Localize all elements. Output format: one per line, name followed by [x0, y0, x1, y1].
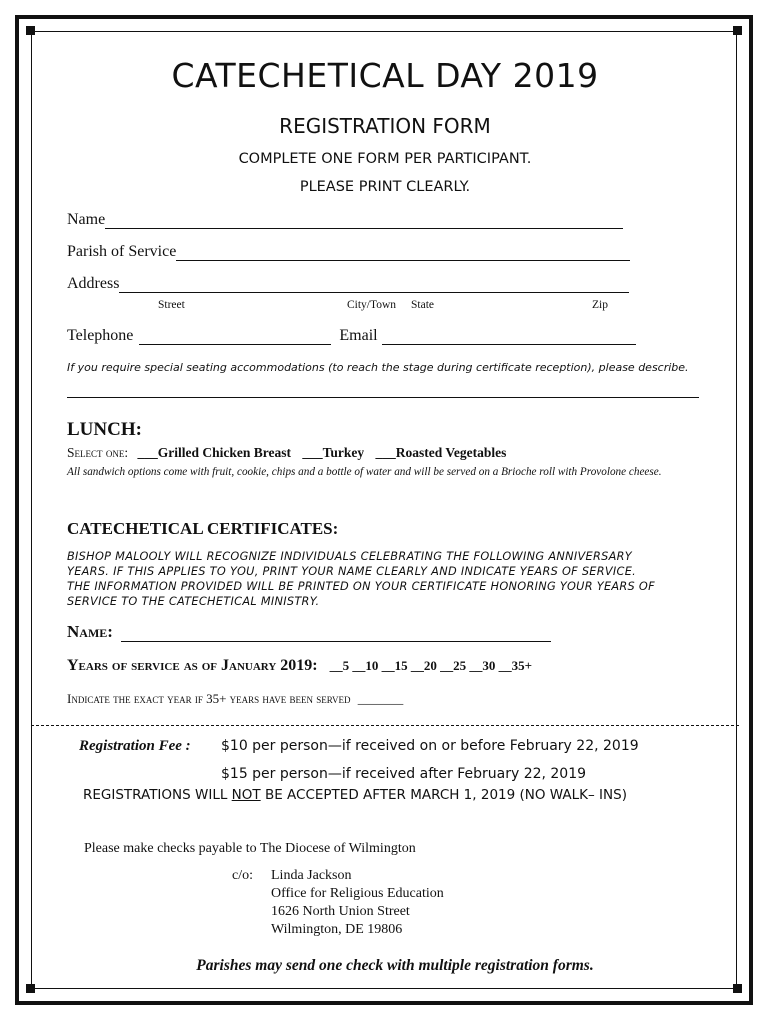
care-of-label: c/o:: [232, 868, 253, 883]
fee-late: $15 per person—if received after February 22, 2019: [221, 766, 587, 782]
page-title: CATECHETICAL DAY 2019: [171, 56, 599, 95]
email-label: Email: [339, 327, 378, 344]
exact-year-blank[interactable]: _______: [357, 691, 404, 706]
parish-label: Parish of Service: [67, 243, 177, 260]
years-options[interactable]: __5 __10 __15 __20 __25 __30 __35+: [329, 658, 533, 673]
corner-ornament: [26, 984, 35, 993]
name-field[interactable]: [67, 211, 623, 229]
registration-deadline: [83, 787, 627, 803]
zip-caption: Zip: [592, 299, 608, 311]
fee-label: Registration Fee :: [79, 738, 191, 754]
special-seating-text: If you require special seating accommodations (to reach the stage during certificate reception), please describe.: [67, 361, 689, 374]
certificates-text-line: BISHOP MALOOLY WILL RECOGNIZE INDIVIDUALS CELEBRATING THE FOLLOWING ANNIVERSARY: [67, 550, 632, 563]
certificates-text-line: YEARS. IF THIS APPLIES TO YOU, PRINT YOUR NAME CLEARLY AND INDICATE YEARS OF SERVICE.: [67, 565, 637, 578]
certificate-name-label: Name:: [67, 622, 113, 641]
cut-line: [31, 725, 739, 726]
certificates-heading: CATECHETICAL CERTIFICATES:: [67, 519, 339, 538]
address-blank[interactable]: [119, 278, 629, 293]
corner-ornament: [733, 26, 742, 35]
telephone-field[interactable]: [67, 327, 636, 345]
name-blank[interactable]: [105, 214, 623, 229]
lunch-note: All sandwich options come with fruit, cookie, chips and a bottle of water and will be served on a Brioche roll with Provolone cheese.: [67, 466, 662, 478]
lunch-option-turkey[interactable]: ___Turkey: [302, 445, 365, 460]
instruction-line: PLEASE PRINT CLEARLY.: [299, 179, 471, 195]
special-seating-blank[interactable]: [67, 387, 699, 398]
address-line: Linda Jackson: [271, 868, 352, 883]
lunch-option-chicken[interactable]: ___Grilled Chicken Breast: [137, 445, 291, 460]
lunch-option-vegetables[interactable]: ___Roasted Vegetables: [375, 445, 507, 460]
footer-note: Parishes may send one check with multiple registration forms.: [196, 957, 594, 974]
street-caption: Street: [158, 299, 185, 311]
state-caption: State: [411, 299, 434, 311]
certificate-name-blank[interactable]: [121, 627, 551, 642]
deadline-text: BE ACCEPTED AFTER MARCH 1, 2019 (NO WALK– INS): [260, 787, 627, 803]
address-label: Address: [67, 275, 120, 292]
parish-blank[interactable]: [176, 246, 630, 261]
deadline-text: REGISTRATIONS WILL: [83, 787, 232, 803]
corner-ornament: [733, 984, 742, 993]
name-label: Name: [67, 211, 106, 228]
lunch-heading: LUNCH:: [67, 419, 142, 440]
address-line: Wilmington, DE 19806: [271, 922, 403, 937]
years-of-service-row: [67, 657, 532, 675]
deadline-not: NOT: [231, 787, 261, 803]
address-line: Office for Religious Education: [271, 886, 444, 901]
lunch-options: [67, 445, 506, 461]
email-blank[interactable]: [382, 330, 636, 345]
form-subtitle: REGISTRATION FORM: [279, 114, 491, 138]
exact-year-label: Indicate the exact year if 35+ years have been served: [67, 691, 351, 706]
certificate-name-field[interactable]: [67, 622, 551, 642]
corner-ornament: [26, 26, 35, 35]
years-label: Years of service as of January 2019:: [67, 657, 318, 674]
instruction-line: COMPLETE ONE FORM PER PARTICIPANT.: [238, 151, 532, 167]
exact-year-row: [67, 691, 403, 707]
city-caption: City/Town: [347, 299, 397, 311]
telephone-label: Telephone: [67, 327, 134, 344]
payable-text: Please make checks payable to The Diocese of Wilmington: [84, 841, 416, 856]
certificates-text-line: THE INFORMATION PROVIDED WILL BE PRINTED ON YOUR CERTIFICATE HONORING YOUR YEARS OF: [67, 580, 655, 593]
parish-field[interactable]: [67, 243, 630, 261]
fee-early: $10 per person—if received on or before February 22, 2019: [221, 738, 639, 754]
select-label: Select one:: [67, 445, 129, 460]
address-line: 1626 North Union Street: [271, 904, 410, 919]
telephone-blank[interactable]: [139, 330, 331, 345]
certificates-text-line: SERVICE TO THE CATECHETICAL MINISTRY.: [67, 595, 320, 608]
address-field[interactable]: [67, 275, 629, 293]
